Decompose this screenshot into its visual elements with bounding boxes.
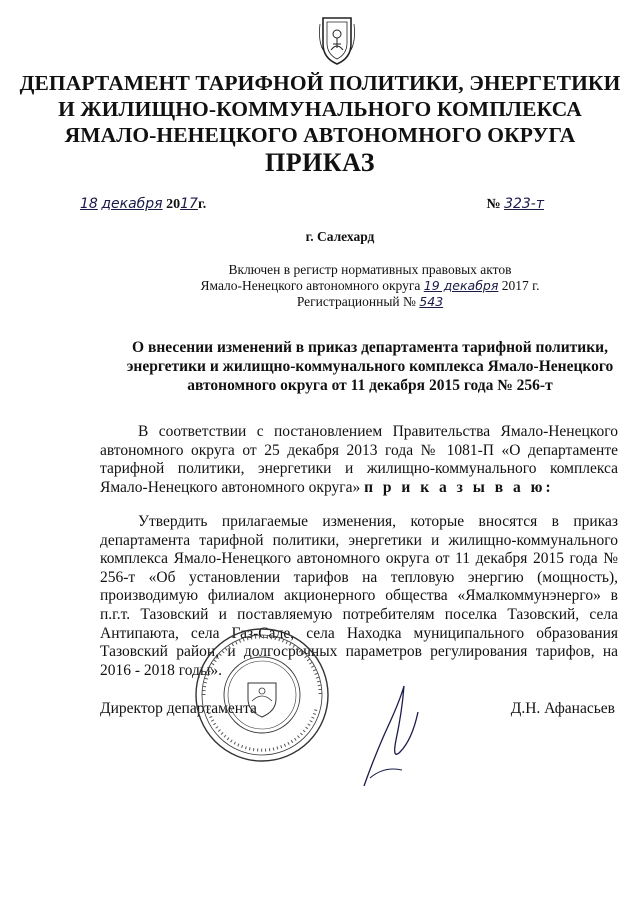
department-line-3: ЯМАЛО-НЕНЕЦКОГО АВТОНОМНОГО ОКРУГА xyxy=(64,123,576,147)
document-type: ПРИКАЗ xyxy=(264,148,376,177)
coat-of-arms-icon xyxy=(317,14,357,66)
date-year-suffix: 17 xyxy=(180,196,198,212)
registry-line-2 xyxy=(170,278,570,294)
document-city: г. Салехард xyxy=(305,229,375,244)
order-word: п р и к а з ы в а ю: xyxy=(364,478,554,496)
document-date xyxy=(80,196,206,213)
registry-date: 19 декабря xyxy=(423,278,499,293)
registry-number-label: Регистрационный № xyxy=(296,294,416,309)
registry-line-1: Включен в регистр нормативных правовых актов xyxy=(228,262,512,277)
department-header xyxy=(0,70,640,148)
registry-note xyxy=(170,262,570,310)
date-tail: г. xyxy=(197,197,207,212)
registry-year: 2017 г. xyxy=(501,278,540,293)
signatory-name: Д.Н. Афанасьев xyxy=(510,700,615,717)
date-month: декабря xyxy=(101,196,163,212)
document-number xyxy=(486,196,544,213)
department-line-1: ДЕПАРТАМЕНТ ТАРИФНОЙ ПОЛИТИКИ, ЭНЕРГЕТИКИ xyxy=(19,71,621,95)
document-subject: О внесении изменений в приказ департамента тарифной политики, энергетики и жилищно-коммунального комплекса Ямало-Ненецкого автономного округа от 11 декабря 2015 года № 256-т xyxy=(126,339,614,394)
body-paragraph-2: Утвердить прилагаемые изменения, которые вносятся в приказ департамента тарифной политики, энергетики и жилищно-коммунального комплекса Ямало-Ненецкого автономного округа от 11 декабря 2015 года № 256-т «Об установлении тарифов на тепловую энергию (мощность), производимую филиалом акционерного общества «Ямалкоммунэнерго» в п.г.т. Тазовский и поставляемую потребителям поселка Тазовский, села Антипаюта, села Газ-Сале, села Находка муниципального образования Тазовский район, и долгосрочных параметров регулирования тарифов, на 2016 - 2018 годы». xyxy=(100,513,618,679)
paragraph-1-text: В соответствии с постановлением Правительства Ямало-Ненецкого автономного округа от 25 декабря 2013 года № 1081-П «О департаменте тарифной политики, энергетики и жилищно-коммунального комплекса Ямало-Ненецкого автономного округа» xyxy=(100,423,618,496)
registry-number-value: 543 xyxy=(419,294,444,309)
handwritten-signature-icon xyxy=(356,682,436,792)
body-paragraph-1 xyxy=(100,423,618,497)
department-line-2: И ЖИЛИЩНО-КОММУНАЛЬНОГО КОМПЛЕКСА xyxy=(58,97,582,121)
registry-region: Ямало-Ненецкого автономного округа xyxy=(200,278,421,293)
number-label: № xyxy=(486,197,501,212)
signatory-role: Директор департамента xyxy=(100,700,257,717)
official-seal-icon xyxy=(192,625,332,765)
date-year-prefix: 20 xyxy=(166,197,181,212)
registry-line-3 xyxy=(170,294,570,310)
date-day: 18 xyxy=(80,196,98,212)
number-value: 323-т xyxy=(504,196,544,212)
